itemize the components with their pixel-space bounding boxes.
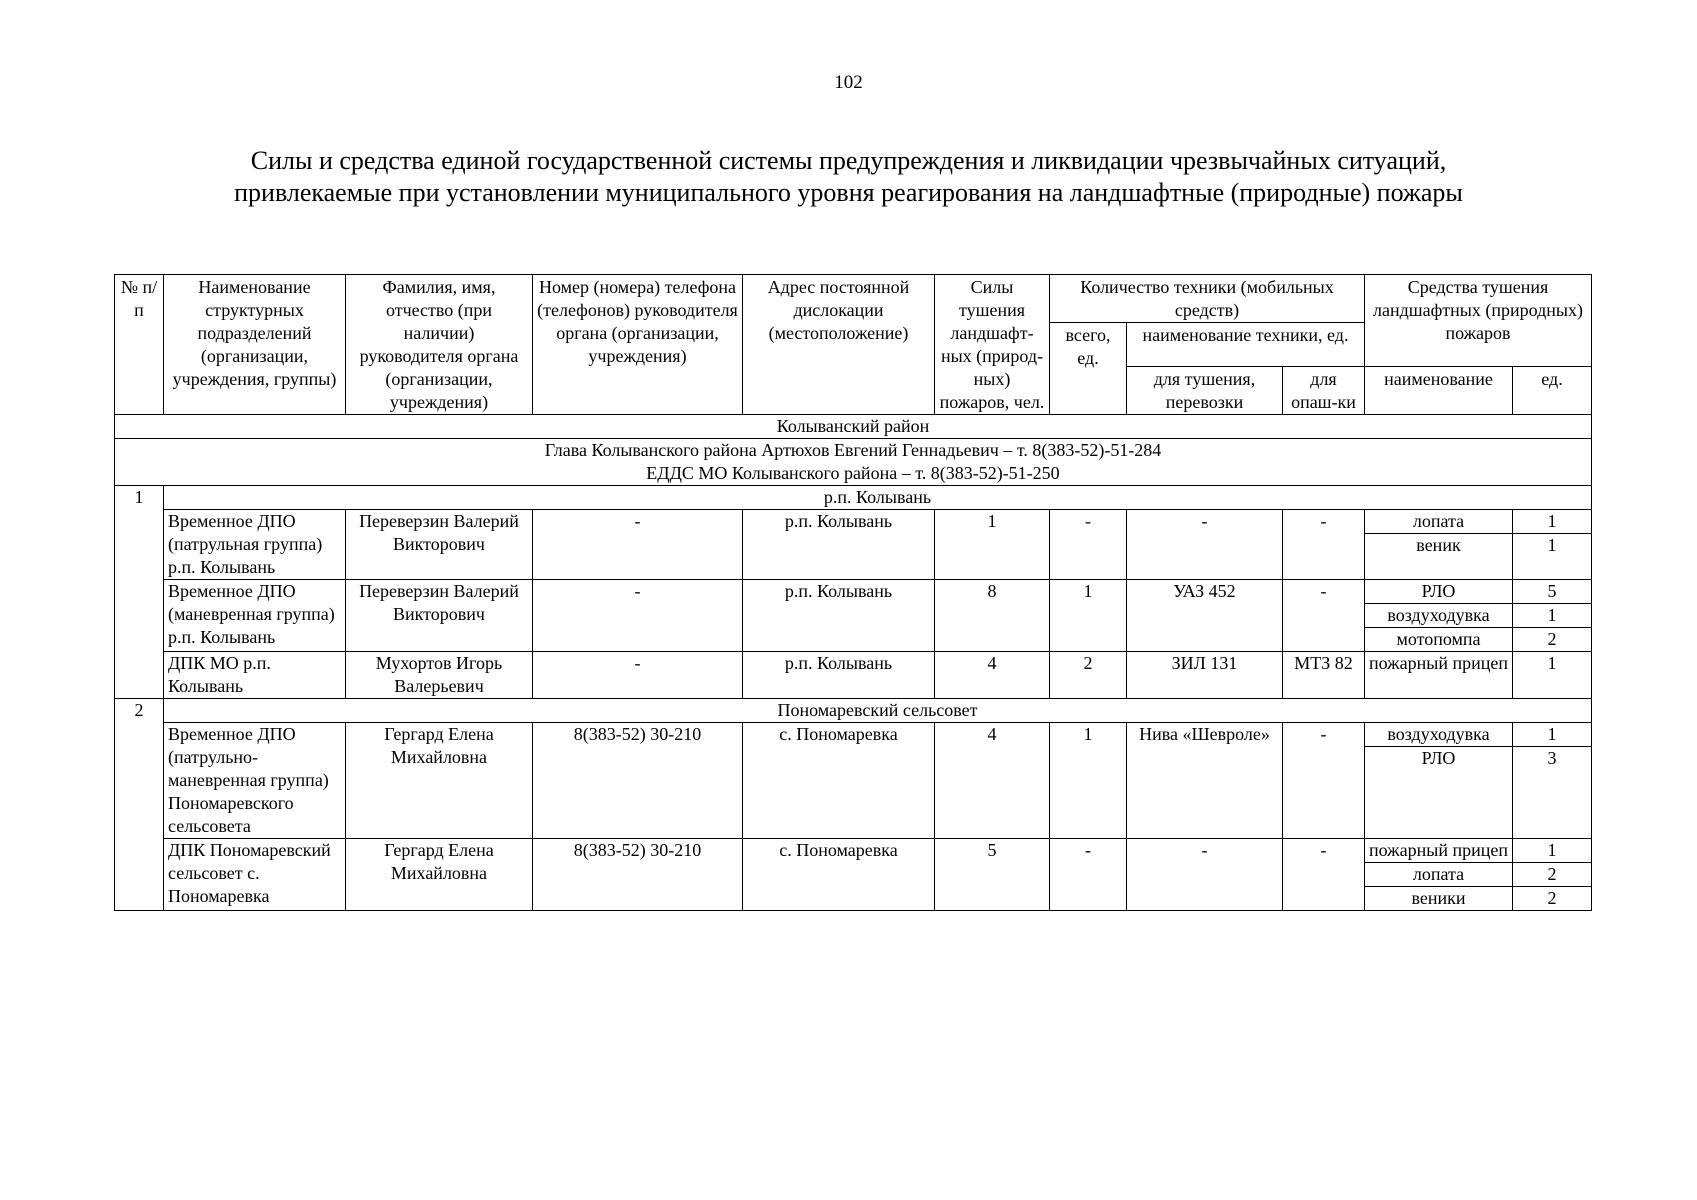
means-units-cell	[1513, 839, 1592, 911]
means-name: воздуходувка	[1365, 604, 1512, 628]
forces-table	[114, 274, 1592, 911]
means-name: веники	[1411, 888, 1466, 908]
header-division: Наименование структурных подразделений (организации, учреждения, группы)	[164, 275, 346, 415]
forces-cell: 1	[935, 510, 1050, 580]
phone-cell: -	[533, 652, 743, 699]
means-name: воздуходувка	[1365, 723, 1512, 747]
header-address: Адрес постоянной дислокации (местоположение)	[743, 275, 935, 415]
phone-cell: -	[533, 580, 743, 652]
means-units: 2	[1547, 888, 1557, 908]
total-cell: -	[1050, 510, 1127, 580]
means-name: РЛО	[1365, 580, 1512, 604]
header-means-name: наименование	[1365, 367, 1513, 415]
means-name: лопата	[1365, 510, 1512, 534]
phone-cell: -	[533, 510, 743, 580]
head-cell: Мухортов Игорь Валерьевич	[346, 652, 533, 699]
extinguish-cell: -	[1127, 839, 1283, 911]
extinguish-cell: -	[1127, 510, 1283, 580]
district-head-line-1: Глава Колыванского района Артюхов Евгений Геннадьевич – т. 8(383-52)-51-284	[544, 440, 1162, 460]
head-cell: Переверзин Валерий Викторович	[346, 580, 533, 652]
means-units-cell	[1513, 723, 1592, 839]
section-row	[115, 699, 1592, 723]
section-name: р.п. Колывань	[164, 486, 1592, 510]
table-row	[115, 839, 1592, 911]
table-row	[115, 510, 1592, 580]
means-name-cell	[1365, 580, 1513, 652]
extinguish-cell: ЗИЛ 131	[1127, 652, 1283, 699]
section-name: Пономаревский сельсовет	[164, 699, 1592, 723]
means-units-cell: 1	[1513, 652, 1592, 699]
table-row	[115, 580, 1592, 652]
district-head	[115, 439, 1592, 486]
district-row	[115, 415, 1592, 439]
means-units: 2	[1513, 863, 1591, 887]
division-cell: Временное ДПО (маневренная группа) р.п. Колывань	[164, 580, 346, 652]
plowing-cell: -	[1283, 580, 1365, 652]
header-total: всего, ед.	[1050, 323, 1127, 415]
means-units: 1	[1547, 535, 1557, 555]
header-means: Средства тушения ландшафтных (природных) пожаров	[1365, 275, 1592, 367]
means-name: РЛО	[1421, 748, 1456, 768]
address-cell: р.п. Колывань	[743, 510, 935, 580]
means-name: пожарный прицеп	[1365, 839, 1512, 863]
phone-cell: 8(383-52) 30-210	[533, 839, 743, 911]
total-cell: -	[1050, 839, 1127, 911]
total-cell: 1	[1050, 580, 1127, 652]
total-cell: 2	[1050, 652, 1127, 699]
forces-cell: 4	[935, 723, 1050, 839]
plowing-cell: -	[1283, 839, 1365, 911]
section-num: 1	[115, 486, 164, 699]
table-row	[115, 723, 1592, 839]
division-cell: Временное ДПО (патрульно-маневренная группа) Пономаревского сельсовета	[164, 723, 346, 839]
plowing-cell: МТЗ 82	[1283, 652, 1365, 699]
header-forces: Силы тушения ландшафт-ных (природ-ных) пожаров, чел.	[935, 275, 1050, 415]
means-name-cell	[1365, 510, 1513, 580]
means-name-cell	[1365, 723, 1513, 839]
extinguish-cell: УАЗ 452	[1127, 580, 1283, 652]
means-units: 1	[1513, 604, 1591, 628]
means-units-cell	[1513, 510, 1592, 580]
table-row	[115, 652, 1592, 699]
division-cell: ДПК Пономаревский сельсовет с. Пономаревка	[164, 839, 346, 911]
means-units: 5	[1513, 580, 1591, 604]
forces-cell: 5	[935, 839, 1050, 911]
plowing-cell: -	[1283, 723, 1365, 839]
division-cell: Временное ДПО (патрульная группа) р.п. Колывань	[164, 510, 346, 580]
head-cell: Гергард Елена Михайловна	[346, 723, 533, 839]
header-means-units: ед.	[1513, 367, 1592, 415]
forces-cell: 4	[935, 652, 1050, 699]
means-name: мотопомпа	[1396, 629, 1481, 649]
section-row	[115, 486, 1592, 510]
section-num: 2	[115, 699, 164, 911]
division-cell: ДПК МО р.п. Колывань	[164, 652, 346, 699]
document-title	[0, 145, 1697, 209]
header-equip-name: наименование техники, ед.	[1127, 323, 1365, 367]
means-units: 2	[1547, 629, 1557, 649]
means-units: 1	[1513, 839, 1591, 863]
header-phone: Номер (номера) телефона (телефонов) руководителя органа (организации, учреждения)	[533, 275, 743, 415]
means-units: 3	[1547, 748, 1557, 768]
title-line-1: Силы и средства единой государственной системы предупреждения и ликвидации чрезвычайных ситуаций,	[250, 146, 1447, 175]
head-cell: Гергард Елена Михайловна	[346, 839, 533, 911]
phone-cell: 8(383-52) 30-210	[533, 723, 743, 839]
extinguish-cell: Нива «Шевроле»	[1127, 723, 1283, 839]
address-cell: с. Пономаревка	[743, 839, 935, 911]
means-units: 1	[1513, 723, 1591, 747]
district-head-row	[115, 439, 1592, 486]
means-units-cell	[1513, 580, 1592, 652]
header-head-name: Фамилия, имя, отчество (при наличии) руководителя органа (организации, учреждения)	[346, 275, 533, 415]
address-cell: с. Пономаревка	[743, 723, 935, 839]
total-cell: 1	[1050, 723, 1127, 839]
address-cell: р.п. Колывань	[743, 652, 935, 699]
means-name-cell	[1365, 839, 1513, 911]
header-plowing: для опаш-ки	[1283, 367, 1365, 415]
head-cell: Переверзин Валерий Викторович	[346, 510, 533, 580]
address-cell: р.п. Колывань	[743, 580, 935, 652]
forces-cell: 8	[935, 580, 1050, 652]
means-units: 1	[1513, 510, 1591, 534]
title-line-2: привлекаемые при установлении муниципального уровня реагирования на ландшафтные (природные) пожары	[234, 178, 1463, 207]
means-name: веник	[1416, 535, 1461, 555]
plowing-cell: -	[1283, 510, 1365, 580]
page-number: 102	[834, 72, 863, 93]
district-name: Колыванский район	[115, 415, 1592, 439]
means-name: лопата	[1365, 863, 1512, 887]
header-equipment: Количество техники (мобильных средств)	[1050, 275, 1365, 323]
means-name-cell: пожарный прицеп	[1365, 652, 1513, 699]
header-num: № п/п	[115, 275, 164, 415]
header-extinguish: для тушения, перевозки	[1127, 367, 1283, 415]
district-head-line-2: ЕДДС МО Колыванского района – т. 8(383-52)-51-250	[646, 463, 1060, 483]
header-row-1	[115, 275, 1592, 323]
